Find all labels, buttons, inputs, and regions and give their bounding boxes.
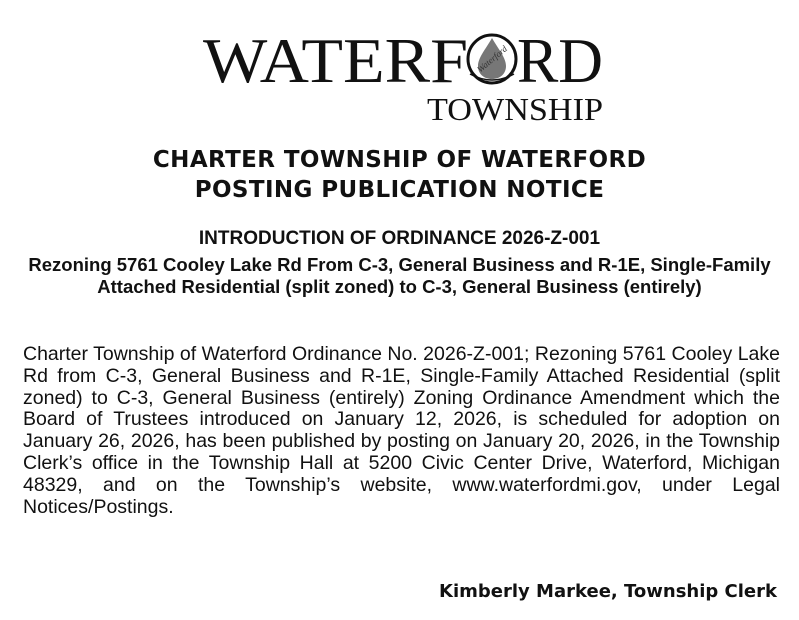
logo-subline: TOWNSHIP [427,91,603,127]
notice-heading-line1: CHARTER TOWNSHIP OF WATERFORD [152,147,647,173]
township-logo [0,18,799,128]
ordinance-intro-title: INTRODUCTION OF ORDINANCE 2026-Z-001 [198,228,601,249]
logo-seal-text: Waterford [475,43,509,75]
clerk-signature: Kimberly Markee, Township Clerk [439,581,777,602]
logo-wordmark-left: WATERF [203,25,468,96]
notice-body: Charter Township of Waterford Ordinance No. 2026-Z-001; Rezoning 5761 Cooley Lake Rd from C-3, General Business and R-1E, Single-Family Attached Residential (split zoned) to C-3, General Business (entirely) Zoning Ordinance Amendment which the Board of Trustees introduced on January 12, 2026, is scheduled for adoption on January 26, 2026, has been published by posting on January 20, 2026, in the Township Clerk’s office in the Township Hall at 5200 Civic Center Drive, Waterford, Michigan 48329, and on the Township’s website, www.waterfordmi.gov, under Legal Notices/Postings. [23,343,780,518]
water-drop-seal-icon [468,35,516,83]
notice-heading-line2: POSTING PUBLICATION NOTICE [194,177,605,203]
logo-wordmark-right: RD [517,25,603,96]
rezoning-title: Rezoning 5761 Cooley Lake Rd From C-3, General Business and R-1E, Single-Family Attached Residential (split zoned) to C-3, General Business (entirely) [28,254,771,297]
